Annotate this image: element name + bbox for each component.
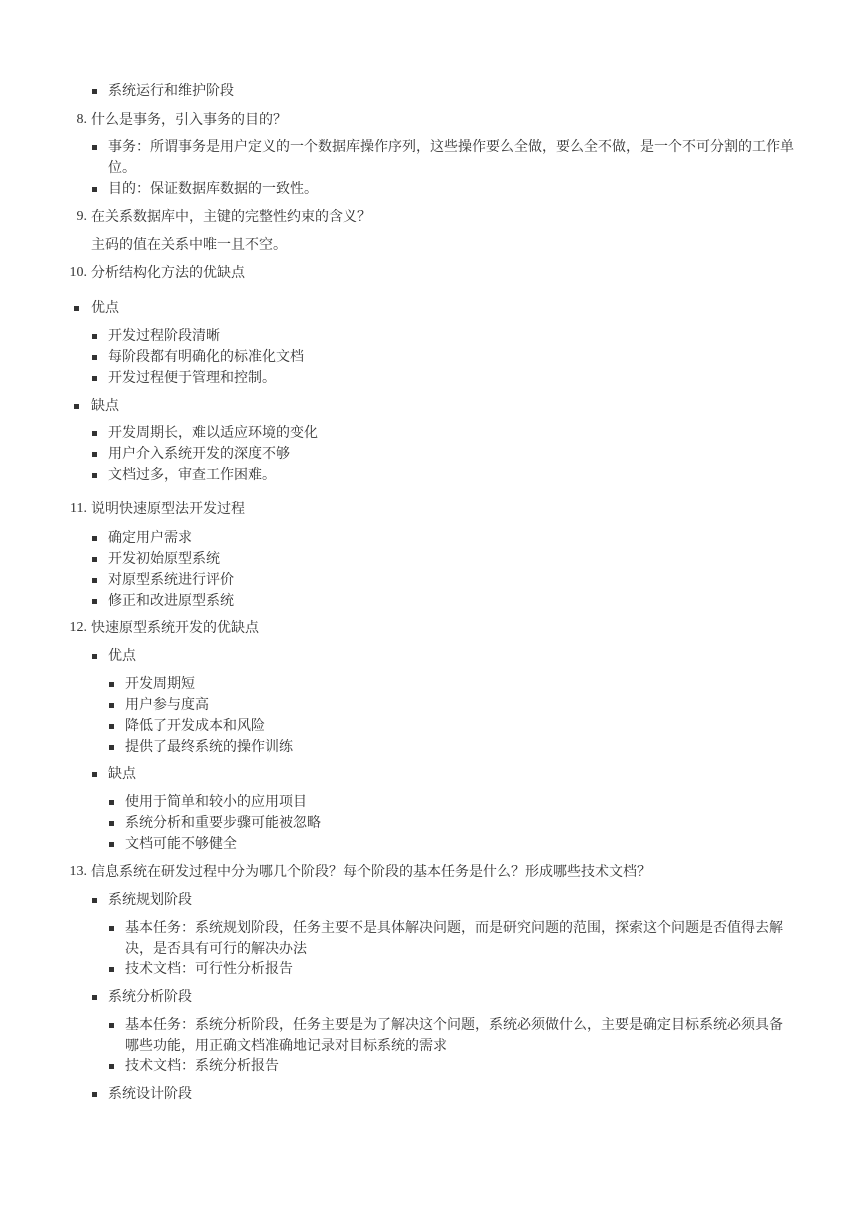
question-heading: 说明快速原型法开发过程: [91, 501, 245, 517]
list-item: 开发初始原型系统: [108, 551, 220, 567]
list-item: 用户参与度高: [125, 697, 209, 713]
list-item: 基本任务：系统规划阶段，任务主要不是具体解决问题，而是研究问题的范围，探索这个问题是否值得去解决，是否具有可行的解决办法: [125, 920, 783, 957]
question-heading: 快速原型系统开发的优缺点: [91, 620, 259, 636]
question-heading: 什么是事务，引入事务的目的？: [91, 112, 287, 128]
list-bullet: [92, 654, 97, 659]
list-item: 开发周期长，难以适应环境的变化: [108, 425, 318, 441]
question-number: 8.: [76, 112, 87, 127]
question-number: 13.: [69, 864, 87, 879]
list-bullet: [92, 772, 97, 777]
list-bullet: [109, 800, 114, 805]
list-item: 缺点: [91, 398, 119, 414]
list-bullet: [92, 557, 97, 562]
list-item: 优点: [91, 300, 119, 316]
list-bullet: [92, 452, 97, 457]
question-number: 12.: [69, 620, 87, 635]
list-item: 事务：所谓事务是用户定义的一个数据库操作序列，这些操作要么全做，要么全不做，是一个不可分割的工作单位。: [108, 139, 794, 176]
list-bullet: [92, 473, 97, 478]
list-item: 系统规划阶段: [108, 892, 192, 908]
list-item: 修正和改进原型系统: [108, 593, 234, 609]
list-bullet: [109, 703, 114, 708]
list-bullet: [92, 89, 97, 94]
list-item: 提供了最终系统的操作训练: [125, 739, 293, 755]
list-item: 技术文档：系统分析报告: [125, 1058, 279, 1074]
list-item: 技术文档：可行性分析报告: [125, 961, 293, 977]
list-item: 系统设计阶段: [108, 1086, 192, 1102]
list-bullet: [109, 926, 114, 931]
list-bullet: [74, 404, 79, 409]
list-item: 目的：保证数据库数据的一致性。: [108, 181, 318, 197]
list-item: 系统运行和维护阶段: [108, 83, 234, 99]
question-heading: 信息系统在研发过程中分为哪几个阶段？每个阶段的基本任务是什么？形成哪些技术文档？: [91, 864, 651, 880]
list-item: 优点: [108, 648, 136, 664]
list-bullet: [109, 1023, 114, 1028]
list-item: 文档可能不够健全: [125, 836, 237, 852]
list-bullet: [92, 1092, 97, 1097]
question-heading: 在关系数据库中，主键的完整性约束的含义？: [91, 209, 371, 225]
question-heading: 分析结构化方法的优缺点: [91, 265, 245, 281]
list-item: 确定用户需求: [108, 530, 192, 546]
list-item: 开发过程便于管理和控制。: [108, 370, 276, 386]
list-bullet: [109, 724, 114, 729]
list-item: 每阶段都有明确化的标准化文档: [108, 349, 304, 365]
question-number: 9.: [76, 209, 87, 224]
list-bullet: [92, 334, 97, 339]
list-bullet: [109, 821, 114, 826]
list-bullet: [92, 355, 97, 360]
question-number: 10.: [69, 265, 87, 280]
list-bullet: [109, 967, 114, 972]
list-bullet: [92, 578, 97, 583]
list-bullet: [92, 431, 97, 436]
answer-text: 主码的值在关系中唯一且不空。: [91, 237, 287, 253]
list-item: 文档过多，审查工作困难。: [108, 467, 276, 483]
list-bullet: [109, 1064, 114, 1069]
list-bullet: [92, 376, 97, 381]
list-item: 使用于简单和较小的应用项目: [125, 794, 307, 810]
list-item: 用户介入系统开发的深度不够: [108, 446, 290, 462]
list-bullet: [92, 599, 97, 604]
question-number: 11.: [70, 501, 87, 516]
list-item: 降低了开发成本和风险: [125, 718, 265, 734]
list-item: 基本任务：系统分析阶段，任务主要是为了解决这个问题，系统必须做什么，主要是确定目标系统必须具备哪些功能，用正确文档准确地记录对目标系统的需求: [125, 1017, 783, 1054]
list-item: 对原型系统进行评价: [108, 572, 234, 588]
list-item: 系统分析阶段: [108, 989, 192, 1005]
list-bullet: [92, 187, 97, 192]
list-bullet: [109, 745, 114, 750]
list-bullet: [92, 898, 97, 903]
list-bullet: [109, 842, 114, 847]
list-bullet: [92, 536, 97, 541]
list-item: 系统分析和重要步骤可能被忽略: [125, 815, 321, 831]
list-bullet: [74, 306, 79, 311]
list-item: 开发周期短: [125, 676, 195, 692]
list-bullet: [92, 145, 97, 150]
list-bullet: [92, 995, 97, 1000]
list-bullet: [109, 682, 114, 687]
list-item: 开发过程阶段清晰: [108, 328, 220, 344]
list-item: 缺点: [108, 766, 136, 782]
